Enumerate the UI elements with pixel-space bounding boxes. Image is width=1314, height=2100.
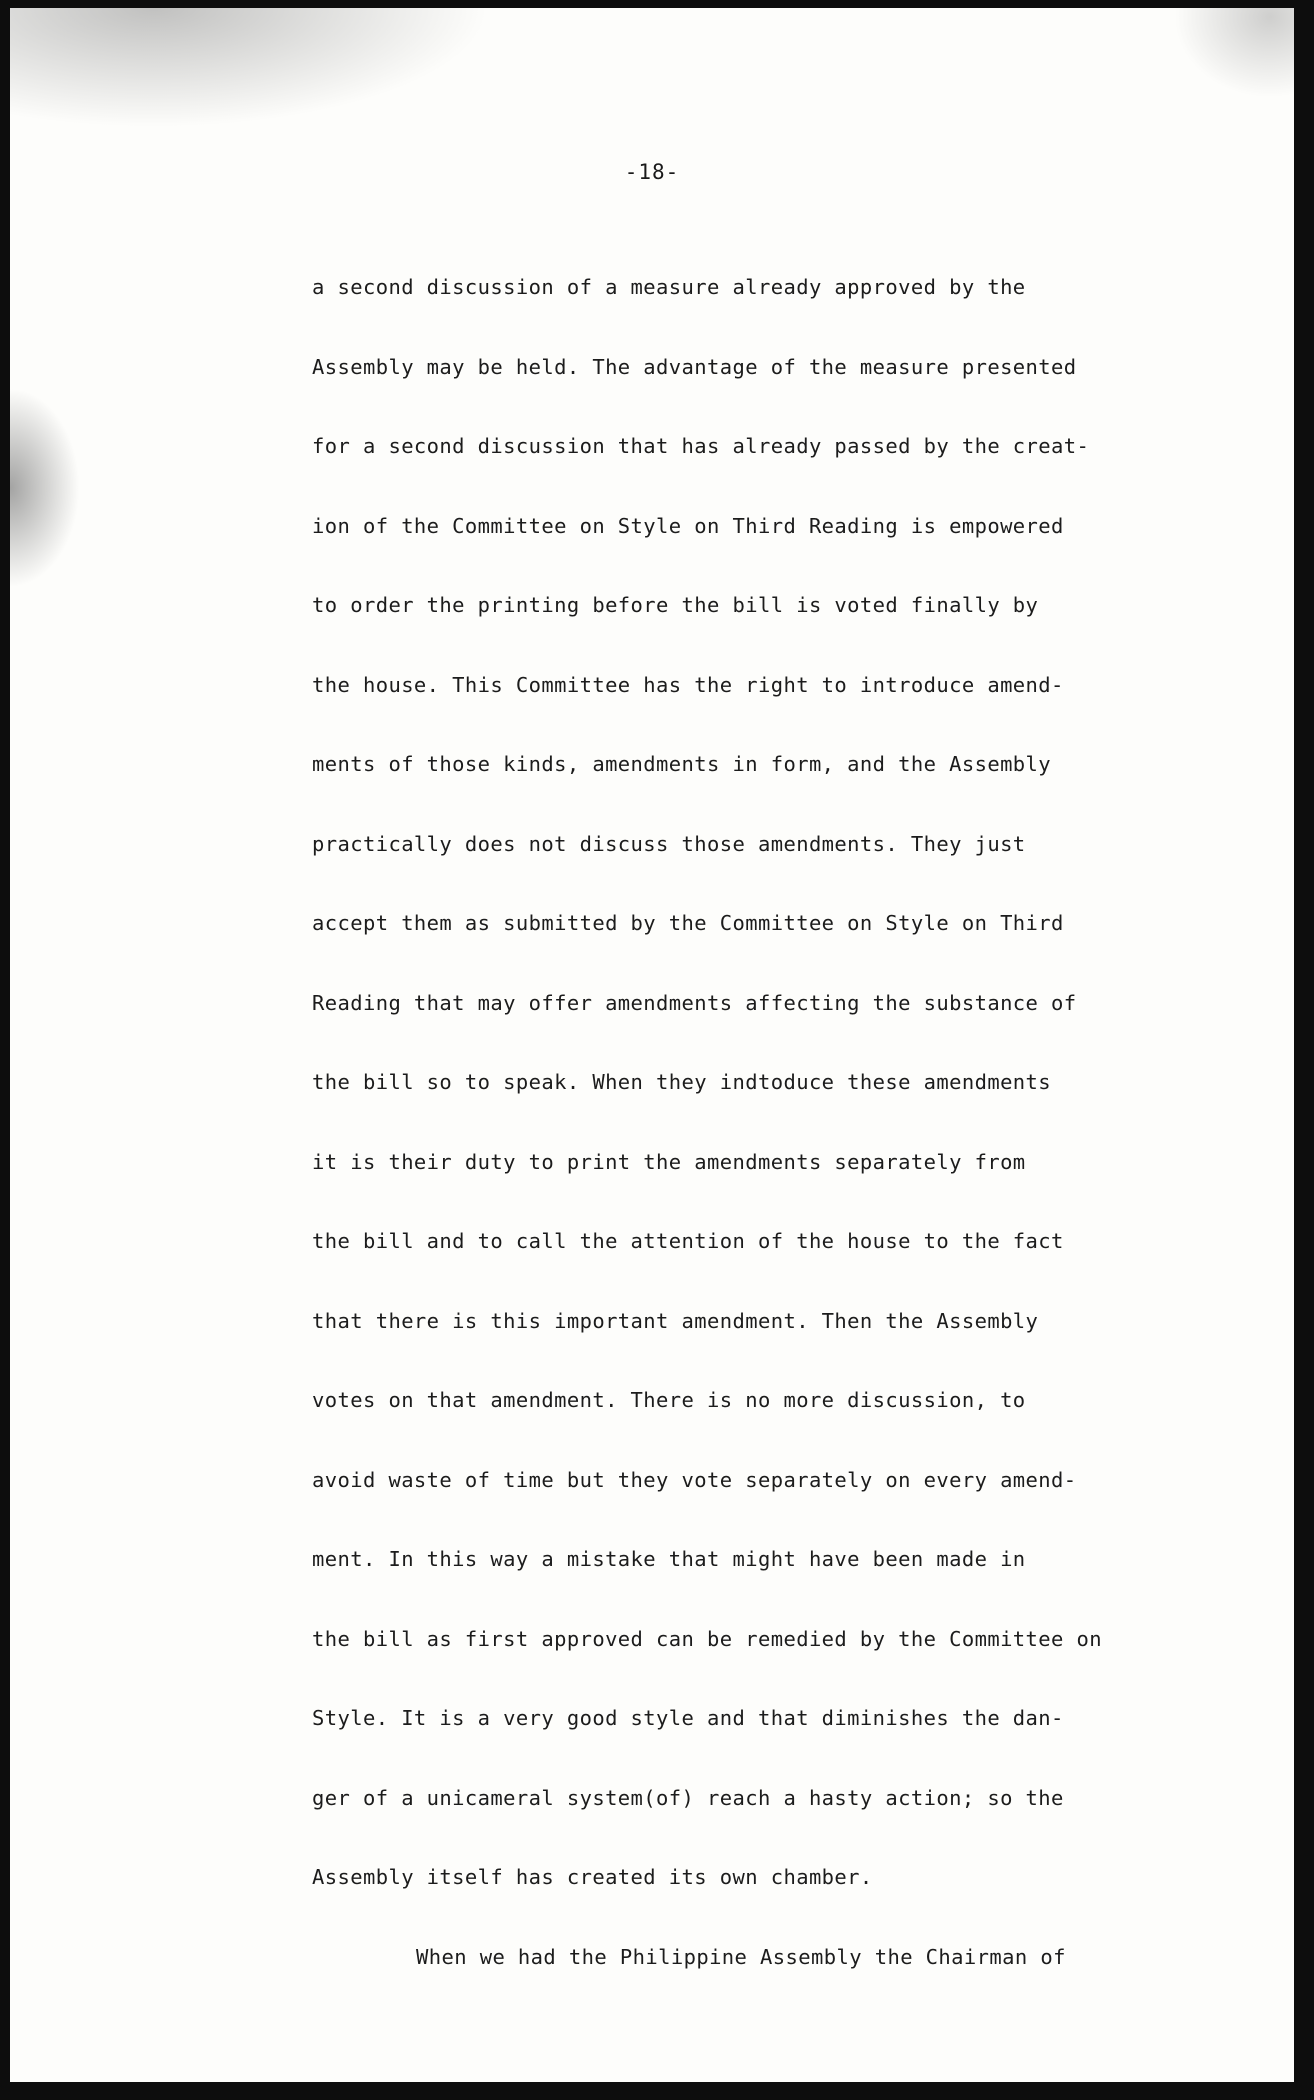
scan-smudge bbox=[10, 388, 80, 588]
text-line: practically does not discuss those amendments. They just bbox=[312, 831, 1026, 856]
text-line: ments of those kinds, amendments in form, and the Assembly bbox=[312, 752, 1052, 776]
text-line: Assembly may be held. The advantage of the measure presented bbox=[312, 354, 1077, 379]
text-line: the house. This Committee has the right to introduce amend- bbox=[312, 672, 1064, 697]
text-line: votes on that amendment. There is no more discussion, to bbox=[312, 1388, 1026, 1412]
text-line: the bill so to speak. When they indtoduce these amendments bbox=[312, 1070, 1052, 1094]
text-line: the bill and to call the attention of the house to the fact bbox=[312, 1229, 1064, 1253]
scan-smudge bbox=[10, 8, 490, 128]
document-page bbox=[10, 8, 1294, 2082]
text-line: to order the printing before the bill is voted finally by bbox=[312, 593, 1039, 617]
paragraph-start-line: When we had the Philippine Assembly the Chairman of bbox=[416, 1944, 1066, 1969]
text-line: for a second discussion that has already passed by the creat- bbox=[312, 434, 1090, 458]
text-line: avoid waste of time but they vote separately on every amend- bbox=[312, 1467, 1077, 1492]
page-number: -18- bbox=[624, 160, 680, 184]
body-text bbox=[312, 260, 1192, 2009]
text-line: the bill as first approved can be remedied by the Committee on bbox=[312, 1626, 1103, 1651]
text-line: Assembly itself has created its own chamber. bbox=[312, 1865, 873, 1889]
text-line: it is their duty to print the amendments separately from bbox=[312, 1149, 1026, 1174]
text-line: that there is this important amendment. Then the Assembly bbox=[312, 1308, 1039, 1333]
text-line: Style. It is a very good style and that diminishes the dan- bbox=[312, 1706, 1064, 1730]
text-line: ger of a unicameral system(of) reach a hasty action; so the bbox=[312, 1785, 1064, 1810]
text-line: ion of the Committee on Style on Third Reading is empowered bbox=[312, 513, 1064, 538]
text-line: ment. In this way a mistake that might have been made in bbox=[312, 1547, 1026, 1571]
scan-smudge bbox=[1174, 8, 1294, 98]
text-line: a second discussion of a measure already approved by the bbox=[312, 275, 1026, 299]
text-line: Reading that may offer amendments affecting the substance of bbox=[312, 990, 1077, 1015]
text-line: accept them as submitted by the Committee on Style on Third bbox=[312, 911, 1064, 935]
